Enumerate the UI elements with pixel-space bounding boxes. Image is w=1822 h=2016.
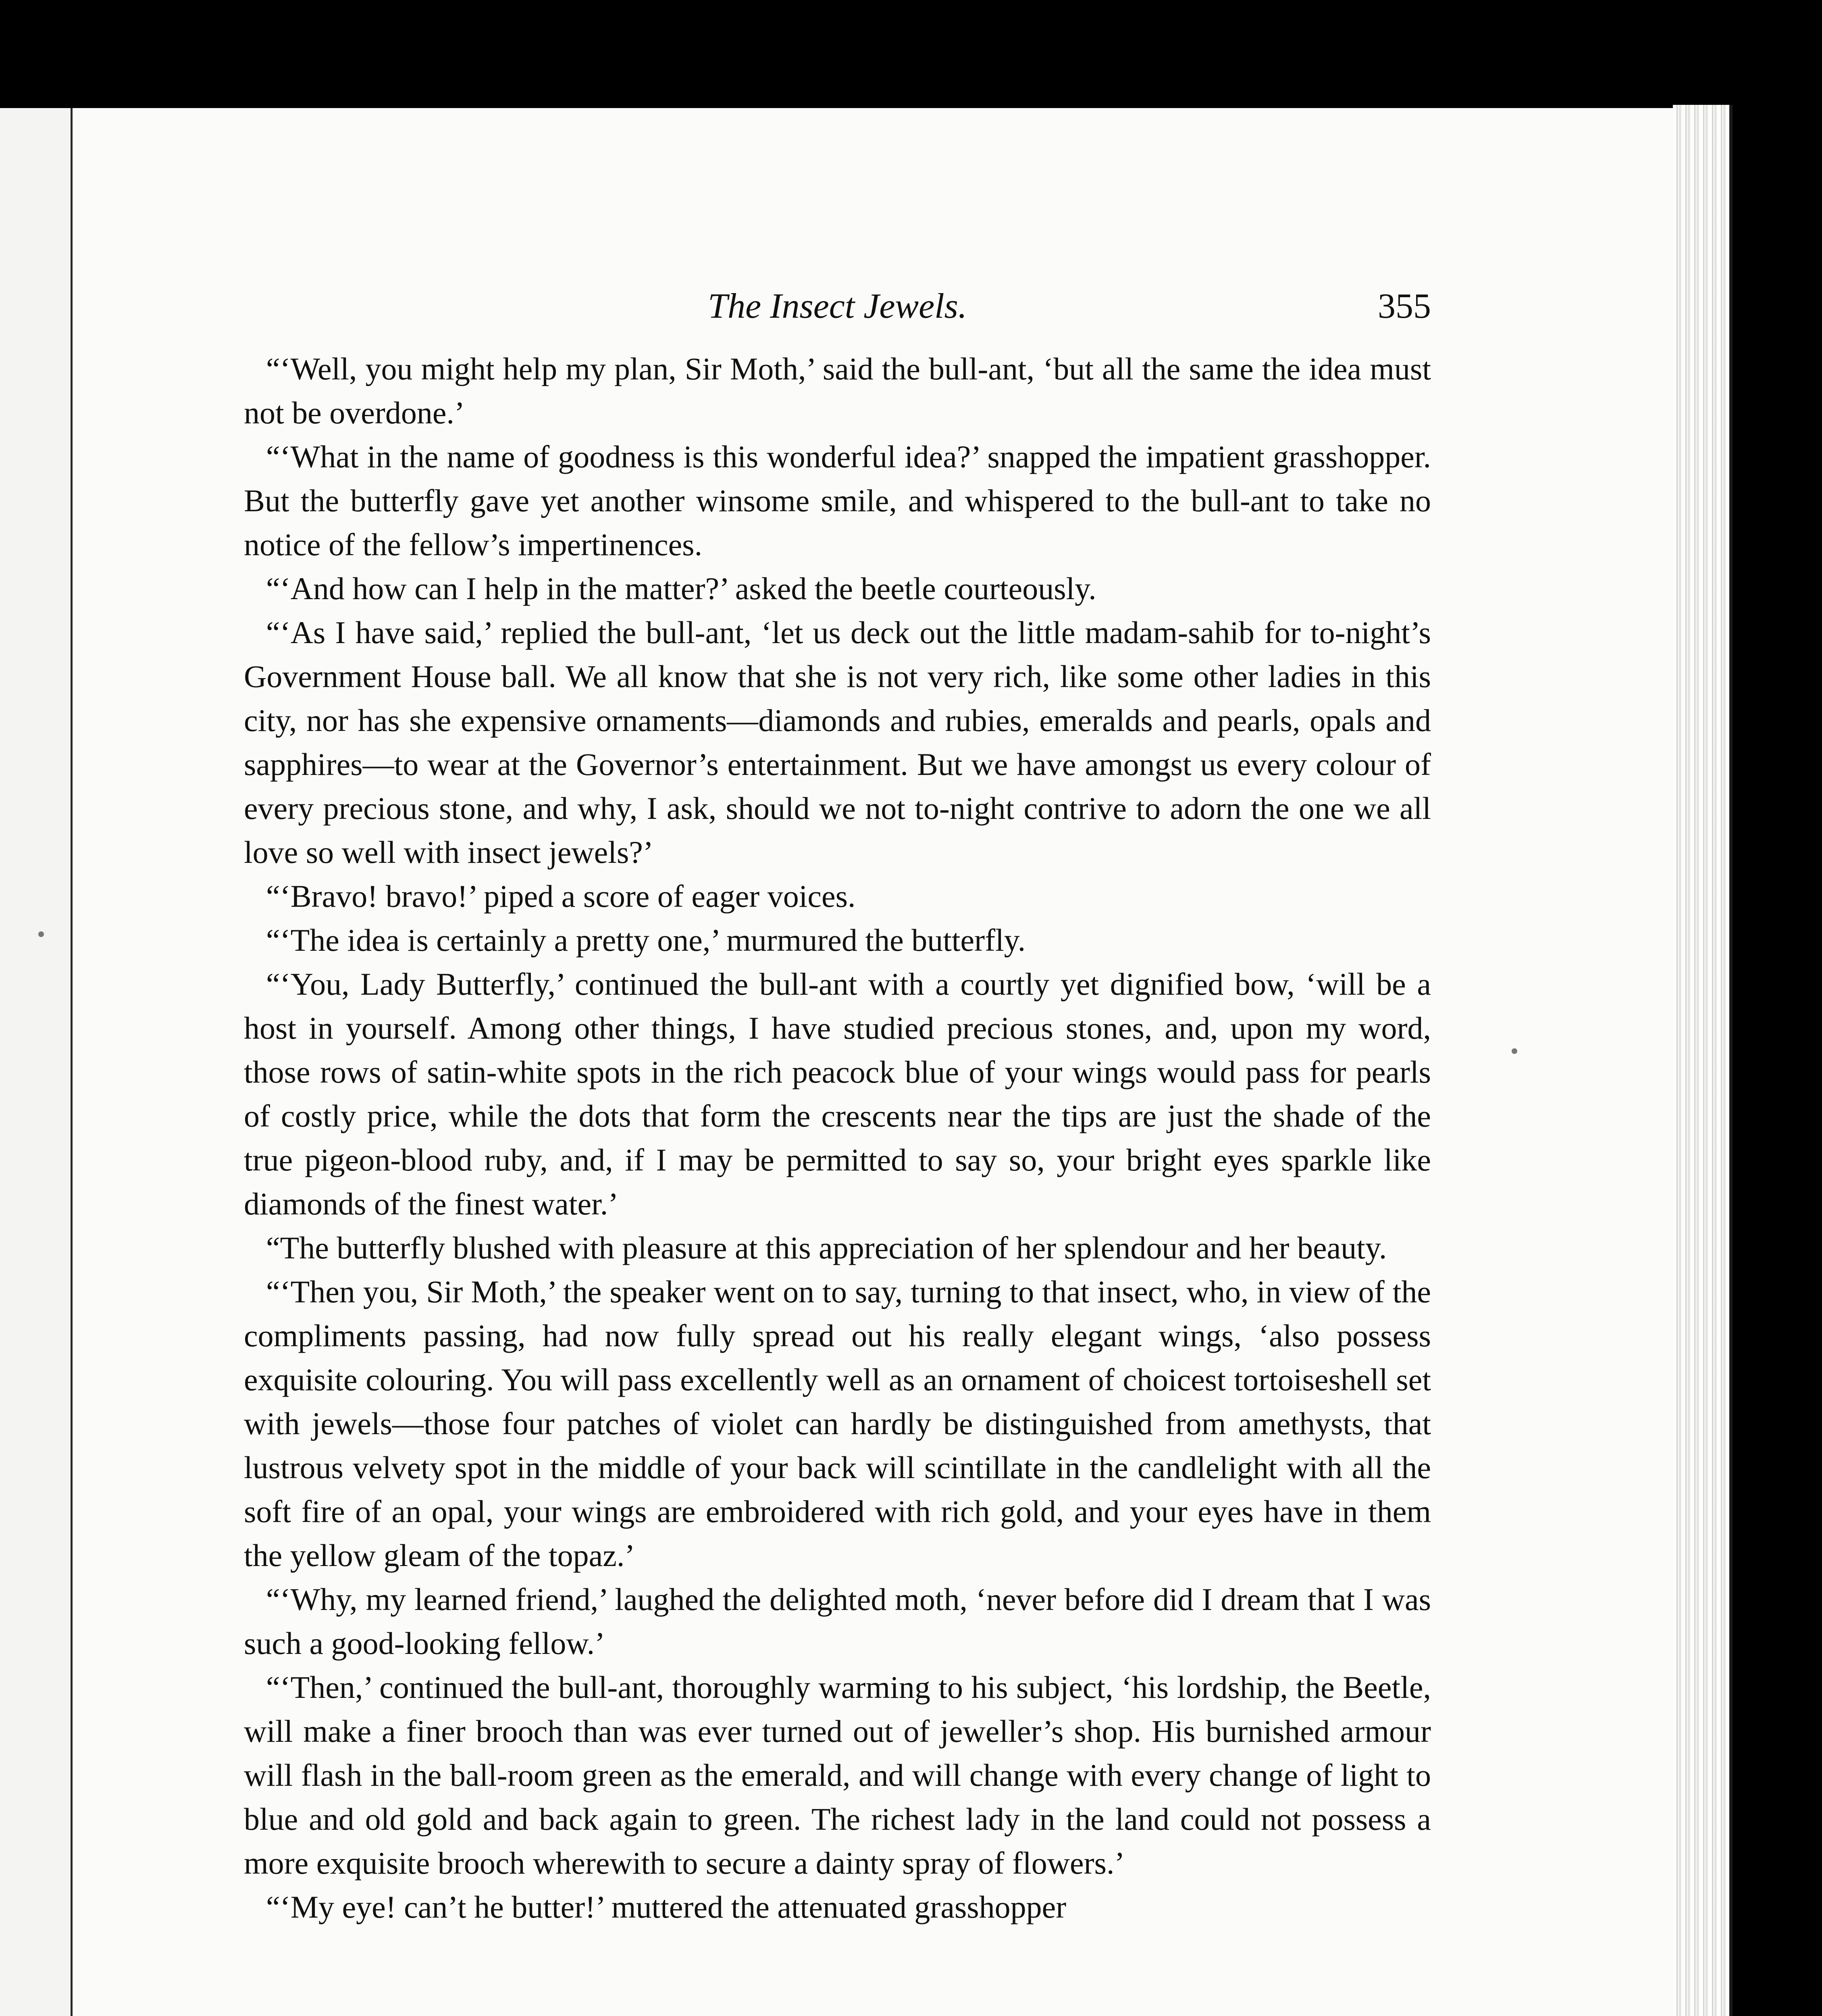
left-page-edge	[0, 108, 75, 2016]
paragraph: “‘Then you, Sir Moth,’ the speaker went on to say, turning to that insect, who, in view of the compliments passing, had now fully spread out his really elegant wings, ‘also possess exquisite colouring. You will pass excellently well as an ornament of choicest tortoiseshell set with jewels—those four patches of violet can hardly be distinguished from amethysts, that lustrous velvety spot in the middle of your back will scintillate in the candlelight with all the soft fire of an opal, your wings are embroidered with rich gold, and your eyes have in them the yellow gleam of the topaz.’	[244, 1274, 1431, 1573]
paragraph: “‘Then,’ continued the bull-ant, thoroughly warming to his subject, ‘his lordship, the Beetle, will make a finer brooch than was ever turned out of jeweller’s shop. His burnished armour will flash in the ball-room green as the emerald, and will change with every change of light to blue and old gold and back again to green. The richest lady in the land could not possess a more exquisite brooch wherewith to secure a dainty spray of flowers.’	[244, 1670, 1431, 1881]
paragraph: “‘Well, you might help my plan, Sir Moth,’ said the bull-ant, ‘but all the same the idea must not be overdone.’	[244, 351, 1431, 430]
page-fore-edge	[1673, 105, 1733, 2016]
paragraph: “‘Why, my learned friend,’ laughed the delighted moth, ‘never before did I dream that I was such a good-looking fellow.’	[244, 1582, 1431, 1661]
paragraph: “‘As I have said,’ replied the bull-ant, ‘let us deck out the little madam-sahib for to-night’s Government House ball. We all know that she is not very rich, like some other ladies in this city, nor has she expensive ornaments—diamonds and rubies, emeralds and pearls, opals and sapphires—to wear at the Governor’s entertainment. But we have amongst us every colour of every precious stone, and why, I ask, should we not to-night contrive to adorn the one we all love so well with insect jewels?’	[244, 615, 1431, 870]
speck	[38, 931, 44, 937]
paragraph: “‘Bravo! bravo!’ piped a score of eager voices.	[266, 879, 856, 914]
paragraph: “The butterfly blushed with pleasure at this appreciation of her splendour and her beauty.	[266, 1230, 1387, 1265]
paragraph: “‘The idea is certainly a pretty one,’ murmured the butterfly.	[266, 923, 1026, 958]
running-title: The Insect Jewels.	[708, 287, 967, 326]
page-number: 355	[1378, 287, 1431, 326]
speck	[1512, 1048, 1517, 1054]
body-text	[244, 347, 1431, 1929]
paragraph: “‘And how can I help in the matter?’ asked the beetle courteously.	[266, 571, 1096, 606]
paragraph: “‘My eye! can’t he butter!’ muttered the attenuated grasshopper	[266, 1889, 1067, 1924]
paragraph: “‘You, Lady Butterfly,’ continued the bull-ant with a courtly yet dignified bow, ‘will be a host in yourself. Among other things, I have studied precious stones, and, upon my word, those rows of satin-white spots in the rich peacock blue of your wings would pass for pearls of costly price, while the dots that form the crescents near the tips are just the shade of the true pigeon-blood ruby, and, if I may be permitted to say so, your bright eyes sparkle like diamonds of the finest water.’	[244, 966, 1431, 1221]
text-block	[244, 282, 1431, 1929]
running-head	[244, 282, 1431, 331]
paragraph: “‘What in the name of goodness is this wonderful idea?’ snapped the impatient grasshopper. But the butterfly gave yet another winsome smile, and whispered to the bull-ant to take no notice of the fellow’s impertinences.	[244, 439, 1431, 562]
